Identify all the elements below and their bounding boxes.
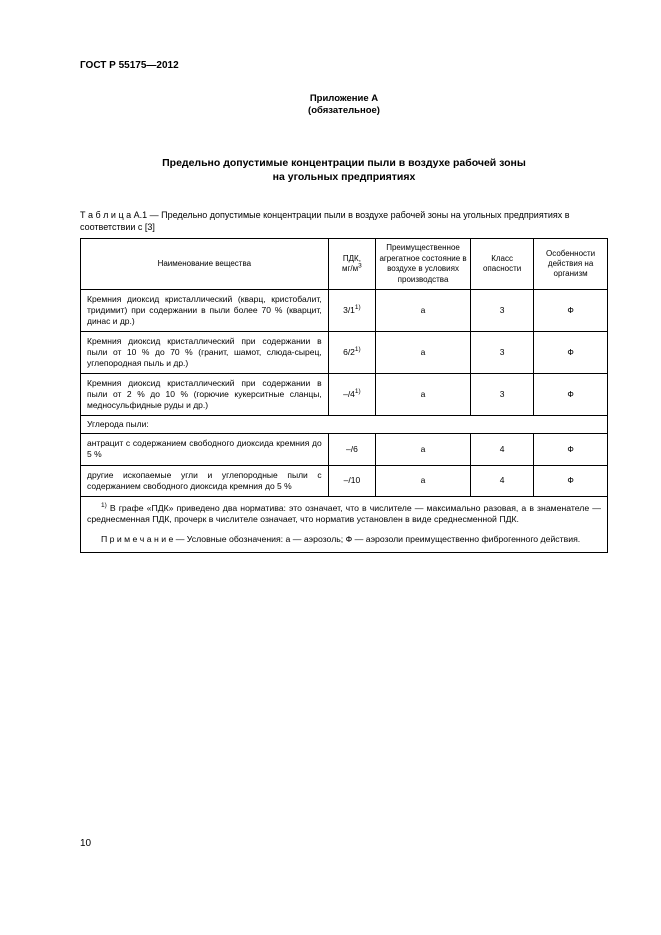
cell-action: Ф (534, 289, 608, 331)
pdk-value: 6/2 (343, 347, 355, 358)
table-footnote (87, 503, 601, 526)
cell-substance: антрацит с содержанием свободного диоксида кремния до 5 % (81, 434, 329, 465)
table-row (81, 434, 608, 465)
col-header-state: Преимущественное агрегатное состояние в воздухе в условиях производства (376, 239, 471, 290)
page-title-line1: Предельно допустимые концентрации пыли в воздухе рабочей зоны (162, 156, 526, 169)
table-caption-label: Т а б л и ц а А.1 — (80, 210, 162, 221)
table-notes-cell (81, 496, 608, 552)
cell-action: Ф (534, 332, 608, 374)
pdk-value: –/4 (343, 389, 355, 400)
pdk-header-unit: мг/м (342, 264, 359, 274)
doc-number: ГОСТ Р 55175—2012 (80, 60, 179, 71)
table-row (81, 289, 608, 331)
cell-action: Ф (534, 434, 608, 465)
pdk-footnote-mark: 1) (354, 388, 361, 396)
col-header-hazard-class: Класс опасности (470, 239, 533, 290)
col-header-substance: Наименование вещества (81, 239, 329, 290)
cell-substance: Кремния диоксид кристаллический при содержании в пыли от 10 % до 70 % (гранит, шамот, слюда-сырец, углепородная пыль и др.) (81, 332, 329, 374)
cell-substance: другие ископаемые угли и углепородные пыли с содержанием свободного диоксида кремния до 5 % (81, 465, 329, 496)
cell-pdk (328, 332, 375, 374)
table-row (81, 465, 608, 496)
cell-substance: Кремния диоксид кристаллический (кварц, кристобалит, тридимит) при содержании в пыли более 70 % (кварцит, динас и др.) (81, 289, 329, 331)
pdk-value: –/6 (345, 443, 358, 454)
table-row (81, 374, 608, 416)
cell-state: а (376, 434, 471, 465)
page-content (80, 60, 608, 553)
appendix-type: (обязательное) (308, 105, 380, 117)
appendix-heading (80, 93, 608, 118)
cell-pdk (328, 374, 375, 416)
table-group-row (81, 416, 608, 434)
cell-pdk (328, 434, 375, 465)
col-header-action: Особенности действия на организм (534, 239, 608, 290)
cell-state: а (376, 332, 471, 374)
note-label: П р и м е ч а н и е (101, 533, 174, 544)
cell-state: а (376, 289, 471, 331)
page-number: 10 (80, 838, 92, 849)
cell-pdk (328, 465, 375, 496)
col-header-pdk (328, 239, 375, 290)
cell-action: Ф (534, 374, 608, 416)
footnote-mark: 1) (101, 501, 107, 509)
cell-pdk (328, 289, 375, 331)
pdk-footnote-mark: 1) (354, 304, 361, 312)
table-note (87, 534, 601, 545)
table-footer-row (81, 496, 608, 552)
pdk-header-line1: ПДК, (342, 253, 361, 263)
appendix-title: Приложение А (309, 93, 379, 104)
cell-hazard-class: 4 (470, 434, 533, 465)
footnote-text: В графе «ПДК» приведено два норматива: это означает, что в числителе — максимально разовая, а в знаменателе — среднесменная ПДК, прочерк в числителе означает, что норматив установлен в виде среднесменной ПДК. (87, 502, 601, 525)
cell-hazard-class: 3 (470, 374, 533, 416)
cell-substance: Кремния диоксид кристаллический при содержании в пыли от 2 % до 10 % (горючие кукерситные сланцы, медносульфидные руды и др.) (81, 374, 329, 416)
cell-hazard-class: 3 (470, 332, 533, 374)
table-caption (80, 210, 608, 233)
page-title (80, 156, 608, 184)
table-caption-text: Предельно допустимые концентрации пыли в воздухе рабочей зоны на угольных предприятиях в соответствии с [3] (80, 210, 570, 232)
note-text: — Условные обозначения: а — аэрозоль; Ф — аэрозоли преимущественно фиброгенного действия. (173, 533, 581, 544)
table-row (81, 332, 608, 374)
pdk-header-sup: 3 (358, 262, 362, 270)
cell-hazard-class: 4 (470, 465, 533, 496)
cell-state: а (376, 465, 471, 496)
pdk-footnote-mark: 1) (354, 346, 361, 354)
cell-state: а (376, 374, 471, 416)
page-title-line2: на угольных предприятиях (272, 170, 416, 183)
pdk-value: 3/1 (343, 305, 355, 316)
limits-table (80, 238, 608, 553)
group-row-label: Углерода пыли: (81, 416, 608, 434)
table-header-row (81, 239, 608, 290)
pdk-value: –/10 (343, 475, 361, 486)
cell-hazard-class: 3 (470, 289, 533, 331)
cell-action: Ф (534, 465, 608, 496)
